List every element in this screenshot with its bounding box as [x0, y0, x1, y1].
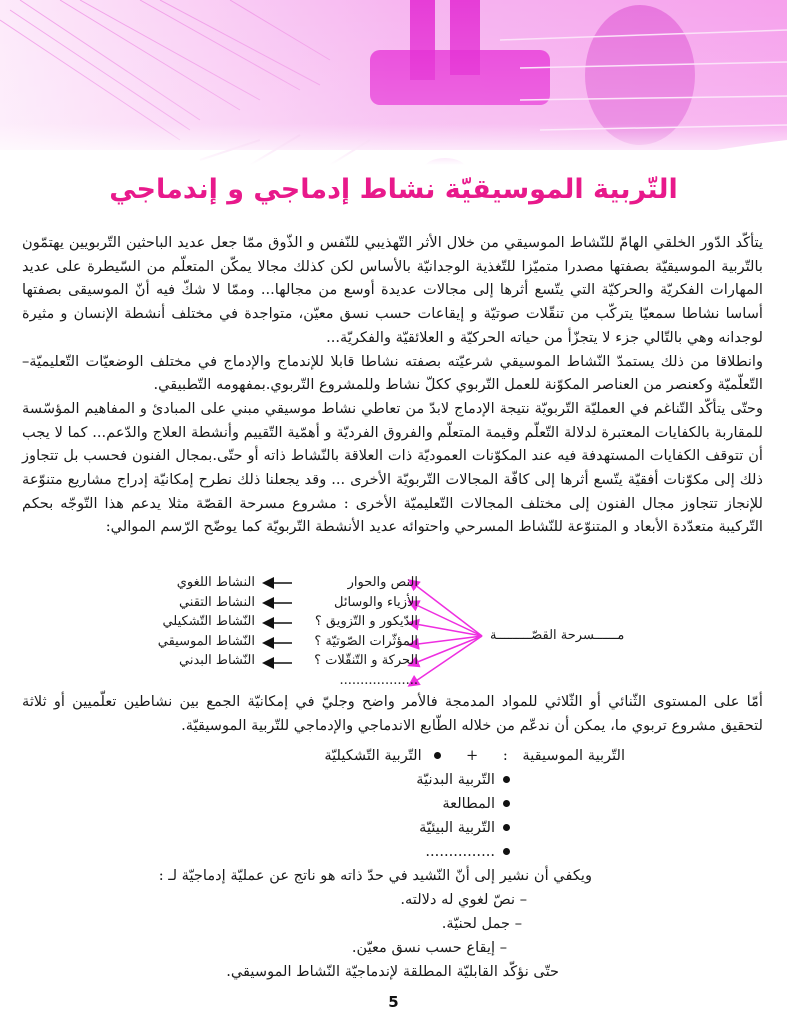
closing-item: – جمل لحنيّة.: [441, 915, 522, 932]
bullet-icon: [503, 824, 510, 831]
combination-first-row: [324, 744, 625, 768]
combination-item: التّربية التّشكيليّة: [324, 747, 422, 764]
paragraph-1: يتأكّد الدّور الخلقي الهامّ للنّشاط الموسيقي من خلال الأثر التّهذيبي للنّفس و الذّوق ممّا جعل عديد الباحثين التّربويين يهتمّون بالتّربية الموسيقيّة بصفتها مصدرا متميّزا للتّغذية الوجدانيّة بالأساس لكن كذلك مجالا يمكّن المتعلّم من السّيطرة على عديد المهارات الفكريّة والحركيّة التي يتّسع أثرها إلى مجالات عديدة أوسع من مجالها... وممّا لا شكّ فيه أنّ الموسيقى بصفتها أساسا نشاطا سمعيّا يتركّب من تنقّلات صوتيّة و إيقاعات حسب نسق معيّن، متواجدة في مختلف أنشطة الإنسان و مثيرة لوجدانه وهي بالتّالي جزء لا يتجزّأ من حياته الحركيّة و العلائقيّة والفكريّة...: [22, 234, 763, 346]
diagram-center-node: مــــــسرحة القصّـــــــــة: [490, 628, 625, 643]
combination-row: [290, 816, 520, 840]
combination-colon: :: [502, 747, 508, 764]
combination-row: [290, 768, 520, 792]
activity-item: النّشاط البدني: [179, 653, 255, 668]
activity-item: النشاط التقني: [178, 594, 255, 610]
combination-item: التّربية البيئيّة: [419, 819, 495, 836]
closing-conclusion-block: [226, 960, 559, 984]
diagram-arrow: [410, 581, 482, 636]
diagram-components: [310, 573, 418, 690]
page-number: 5: [388, 993, 399, 1011]
diagram-arrow: [410, 602, 482, 636]
intro-section: [22, 231, 763, 539]
component-item: الحركة و التّنقّلات ؟: [314, 653, 418, 668]
combination-item: ...............: [425, 843, 495, 860]
activity-item: النّشاط التّشكيلي: [162, 614, 255, 629]
component-item: المؤثّرات الصّوتيّة ؟: [314, 633, 418, 649]
plus-sign: +: [465, 747, 479, 764]
closing-item: – إيقاع حسب نسق معيّن.: [351, 939, 507, 956]
bullet-icon: [503, 776, 510, 783]
activity-item: النّشاط الموسيقي: [157, 633, 255, 649]
bullet-icon: [503, 848, 510, 855]
closing-intro: ويكفي أن نشير إلى أنّ النّشيد في حدّ ذاته هو ناتج عن عمليّة إدماجيّة لـ :: [158, 867, 592, 884]
combination-list: [324, 744, 625, 768]
component-item: ...................: [339, 672, 418, 688]
paragraph-2: وانطلاقا من ذلك يستمدّ النّشاط الموسيقي شرعيّته بصفته نشاطا قابلا للإندماج والإدماج في مختلف الوضعيّات التّعليميّة– التّعلّميّة وكعنصر من العناصر المكوّنة للعمل التّربوي ككلّ نشاط وللمشروع التّربوي.بمفهومه التّطبيقي.: [22, 352, 763, 394]
activities-diagram: [130, 573, 630, 693]
paragraph-4: أمّا على المستوى الثّنائي أو الثّلاثي للمواد المدمجة فالأمر واضح وجليّ في إمكانيّة الجمع بين نشاطين تعلّميين أو ثلاثة لتحقيق مشروع تربوي ما، يمكن أن ندعّم من خلاله الطّابع الاندماجي والإدماجي للتّربية الموسيقيّة.: [22, 693, 763, 734]
paragraph-3: وحتّى يتأكّد التّناغم في العمليّة التّربويّة نتيجة الإدماج لابدّ من تعاطي نشاط موسيقي مبني على المبادئ و المفاهيم المؤسّسة للمقاربة بالكفايات المعتبرة لدلالة التّعلّم وقيمة المتعلّم والفروق الفرديّة و أهمّية التّقييم وأنشطة العلاج والدّعم... كما لا يجب أن تتوقف الكفايات المستهدفة فيه عند المكوّنات العموديّة ذات العلاقة بالنّشاط ذاته أو حتّى.بمجال الفنون فحسب بل تتجاوز ذلك إلى مكوّنات أفقيّة يتّسع أثرها إلى كافّة المجالات التّربويّة الأخرى ... وقد يجعلنا ذلك نطرح إمكانيّة إدراج مشاريع متنوّعة للإنجاز تتجاوز مجال الفنون إلى مختلف المجالات التّعليميّة الأخرى : مشروع مسرحة القصّة مثلا يدعم هذا التّوجّه بحكم التّركيبة متعدّدة الأبعاد و المتنوّعة للنّشاط المسرحي واحتوائه عديد الأنشطة التّربويّة كما يوضّح الرّسم الموالي:: [22, 399, 763, 536]
bullet-icon: [434, 752, 441, 759]
bullet-icon: [503, 800, 510, 807]
closing-section: [159, 864, 592, 888]
closing-item: – نصّ لغوي له دلالته.: [400, 891, 527, 908]
activity-item: النشاط اللغوي: [176, 575, 255, 590]
header-banner-image: [0, 0, 787, 165]
component-item: النص والحوار: [347, 575, 418, 590]
combination-item: التّربية البدنيّة: [416, 771, 495, 788]
combination-section: [22, 690, 763, 737]
combination-lead: التّربية الموسيقية: [522, 747, 625, 764]
page-title: التّربية الموسيقيّة نشاط إدماجي و إندماجي: [109, 174, 678, 205]
closing-list: [352, 888, 527, 960]
diagram-activities: [130, 573, 255, 671]
combination-row: [290, 840, 520, 864]
diagram-arrow: [410, 623, 482, 636]
combination-item: المطالعة: [442, 795, 495, 812]
combination-row: [290, 792, 520, 816]
component-item: الأزياء والوسائل: [333, 594, 418, 610]
component-item: الدّيكور و التّزويق ؟: [314, 614, 418, 629]
closing-conclusion: حتّى نؤكّد القابليّة المطلقة لإندماجيّة النّشاط الموسيقي.: [226, 963, 559, 980]
combination-sublist: [290, 768, 520, 864]
